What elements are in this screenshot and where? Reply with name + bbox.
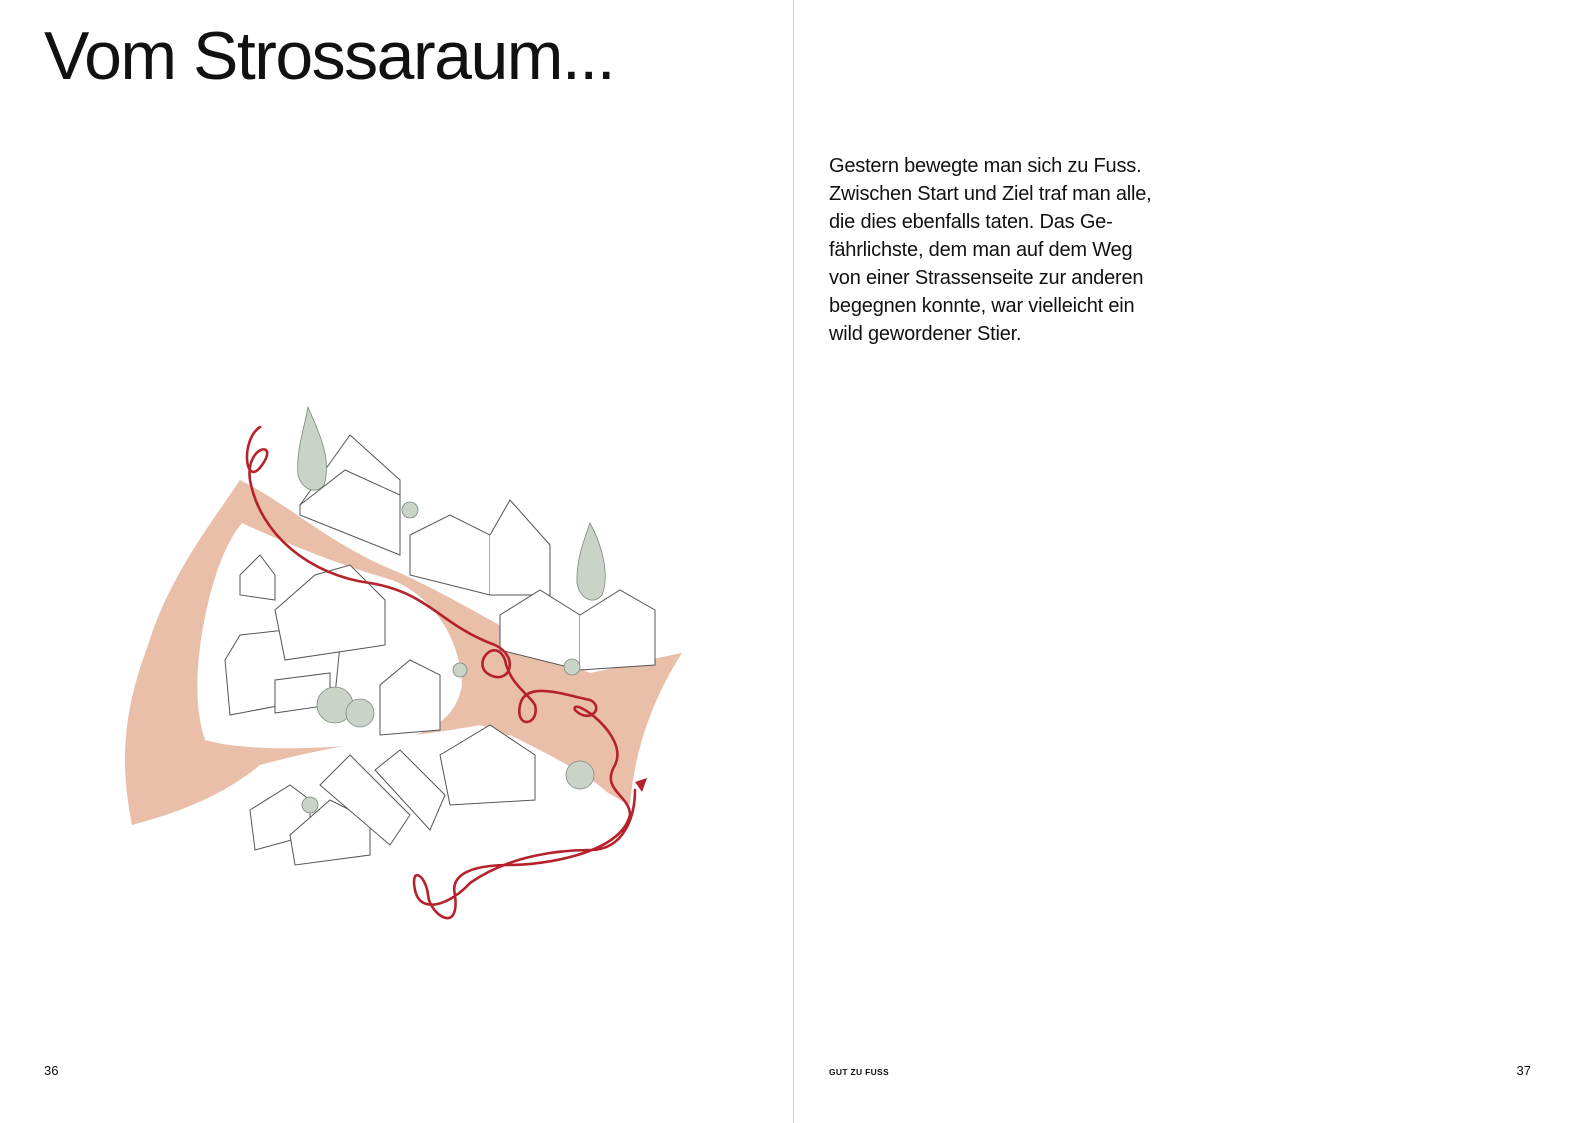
arrow-head-icon (635, 778, 647, 792)
tall-tree-left (298, 407, 327, 490)
village-street-illustration (110, 395, 710, 940)
running-head: GUT ZU FUSS (829, 1067, 889, 1077)
house-row-top (410, 500, 550, 595)
page-number-left: 36 (44, 1063, 59, 1078)
page-title: Vom Strossaraum... (44, 18, 615, 94)
body-paragraph: Gestern bewegte man sich zu Fuss. Zwischen Start und Ziel traf man alle, die dies ebenfalls taten. Das Ge- fährlichste, dem man auf dem Weg von einer Strassenseite zur anderen begegnen konnte, war vielleicht ein wild gewordener Stier. (829, 155, 1152, 345)
tall-tree-right (577, 523, 605, 600)
page-number-right: 37 (1516, 1063, 1531, 1078)
right-page (794, 0, 1587, 1123)
left-page (0, 0, 793, 1123)
